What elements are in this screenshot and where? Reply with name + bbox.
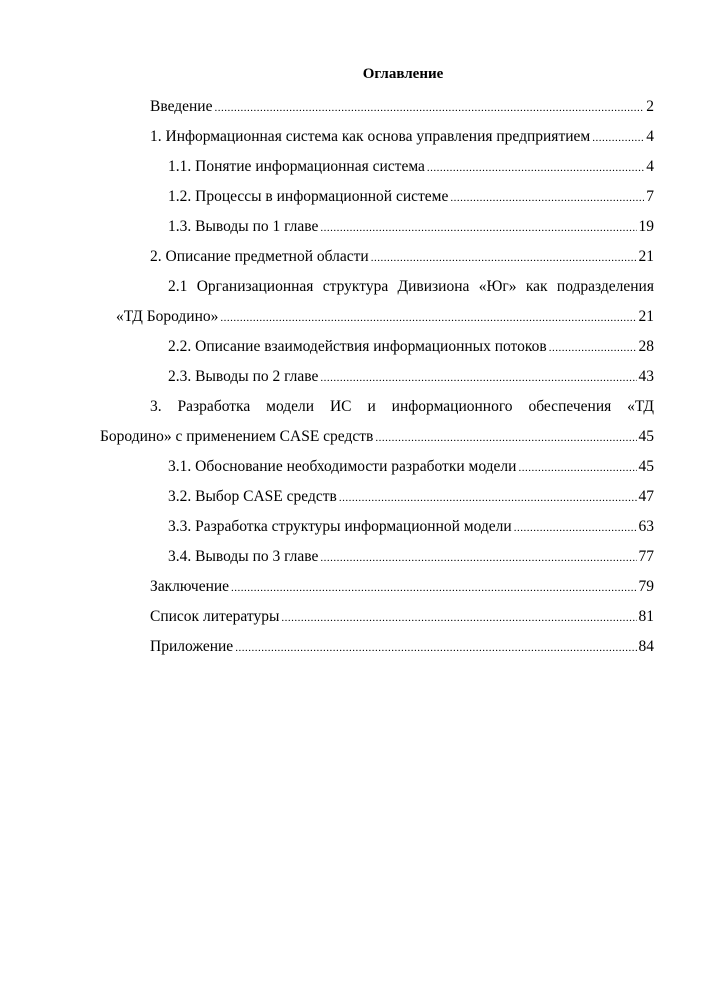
toc-entry-label: 3.2. Выбор CASE средств — [168, 488, 337, 505]
toc-entry[interactable] — [150, 572, 654, 602]
toc-entry[interactable] — [168, 512, 654, 542]
toc-entry[interactable] — [150, 242, 654, 272]
toc-entry-page: 4 — [646, 158, 654, 175]
toc-entry-label: 3.1. Обоснование необходимости разработки модели — [168, 458, 517, 475]
toc-entry-label: Заключение — [150, 578, 230, 595]
toc-entry-label: 1.2. Процессы в информационной системе — [168, 188, 449, 205]
toc-entry-page: 63 — [638, 518, 654, 535]
toc-entry-line1[interactable] — [150, 392, 654, 422]
dot-leader — [214, 92, 644, 123]
toc-entry-page: 28 — [638, 338, 654, 355]
toc-entry-page: 2 — [646, 98, 654, 115]
toc-entry[interactable] — [150, 92, 654, 122]
toc-entry-label: 2.1 Организационная структура Дивизиона «Юг» как подразделения — [168, 278, 654, 295]
dot-leader — [592, 122, 644, 153]
toc-entry[interactable] — [168, 332, 654, 362]
dot-leader — [427, 152, 644, 183]
dot-leader — [375, 422, 636, 453]
toc-entry-label: 2.2. Описание взаимодействия информационных потоков — [168, 338, 547, 355]
toc-entry[interactable] — [168, 182, 654, 212]
dot-leader — [281, 602, 636, 633]
toc-entry[interactable] — [168, 482, 654, 512]
toc-title — [0, 66, 708, 83]
toc-entry-label: 1.1. Понятие информационная система — [168, 158, 425, 175]
toc-entry-page: 4 — [646, 128, 654, 145]
toc-title-text: Оглавление — [362, 66, 444, 82]
toc-entry-line1[interactable] — [168, 272, 654, 302]
dot-leader — [518, 452, 636, 483]
toc-entry-page: 21 — [638, 248, 654, 265]
toc-entry[interactable] — [116, 302, 654, 332]
toc-entry-page: 19 — [638, 218, 654, 235]
dot-leader — [320, 212, 636, 243]
dot-leader — [320, 542, 636, 573]
toc-entry-page: 79 — [638, 578, 654, 595]
toc-entry-label: Список литературы — [150, 608, 280, 625]
toc-entry-page: 77 — [638, 548, 654, 565]
dot-leader — [231, 572, 636, 603]
toc-entry-label: 1. Информационная система как основа управления предприятием — [150, 128, 591, 145]
toc-entry-label: 1.3. Выводы по 1 главе — [168, 218, 319, 235]
toc-entry-label: 3.4. Выводы по 3 главе — [168, 548, 319, 565]
toc-entry[interactable] — [168, 452, 654, 482]
toc-entry-label: Введение — [150, 98, 213, 115]
toc-entry[interactable] — [150, 602, 654, 632]
dot-leader — [220, 302, 636, 333]
toc-entry[interactable] — [168, 362, 654, 392]
dot-leader — [371, 242, 637, 273]
dot-leader — [549, 332, 637, 363]
toc-entry-page: 43 — [638, 368, 654, 385]
toc-entry-label: 2. Описание предметной области — [150, 248, 369, 265]
toc-entry-page: 21 — [638, 308, 654, 325]
dot-leader — [514, 512, 637, 543]
toc-entry-page: 7 — [646, 188, 654, 205]
toc-entry-label: Приложение — [150, 638, 234, 655]
dot-leader — [320, 362, 636, 393]
toc-entry-page: 45 — [638, 428, 654, 445]
toc-entry-page: 47 — [638, 488, 654, 505]
toc-entry[interactable] — [168, 212, 654, 242]
toc-entry[interactable] — [168, 152, 654, 182]
toc-entry[interactable] — [150, 122, 654, 152]
toc-entry[interactable] — [150, 632, 654, 662]
toc-entry-page: 81 — [638, 608, 654, 625]
toc-entry-page: 45 — [638, 458, 654, 475]
toc-entry-label: 3. Разработка модели ИС и информационного обеспечения «ТД — [150, 398, 654, 415]
toc-entry[interactable] — [100, 422, 654, 452]
toc-entry-label: «ТД Бородино» — [116, 308, 219, 325]
toc-entry-label: 3.3. Разработка структуры информационной модели — [168, 518, 512, 535]
toc-entry[interactable] — [168, 542, 654, 572]
dot-leader — [339, 482, 637, 513]
dot-leader — [450, 182, 644, 213]
toc-entry-label: Бородино» с применением CASE средств — [100, 428, 374, 445]
dot-leader — [235, 632, 636, 663]
toc-entry-label: 2.3. Выводы по 2 главе — [168, 368, 319, 385]
toc-entry-page: 84 — [638, 638, 654, 655]
